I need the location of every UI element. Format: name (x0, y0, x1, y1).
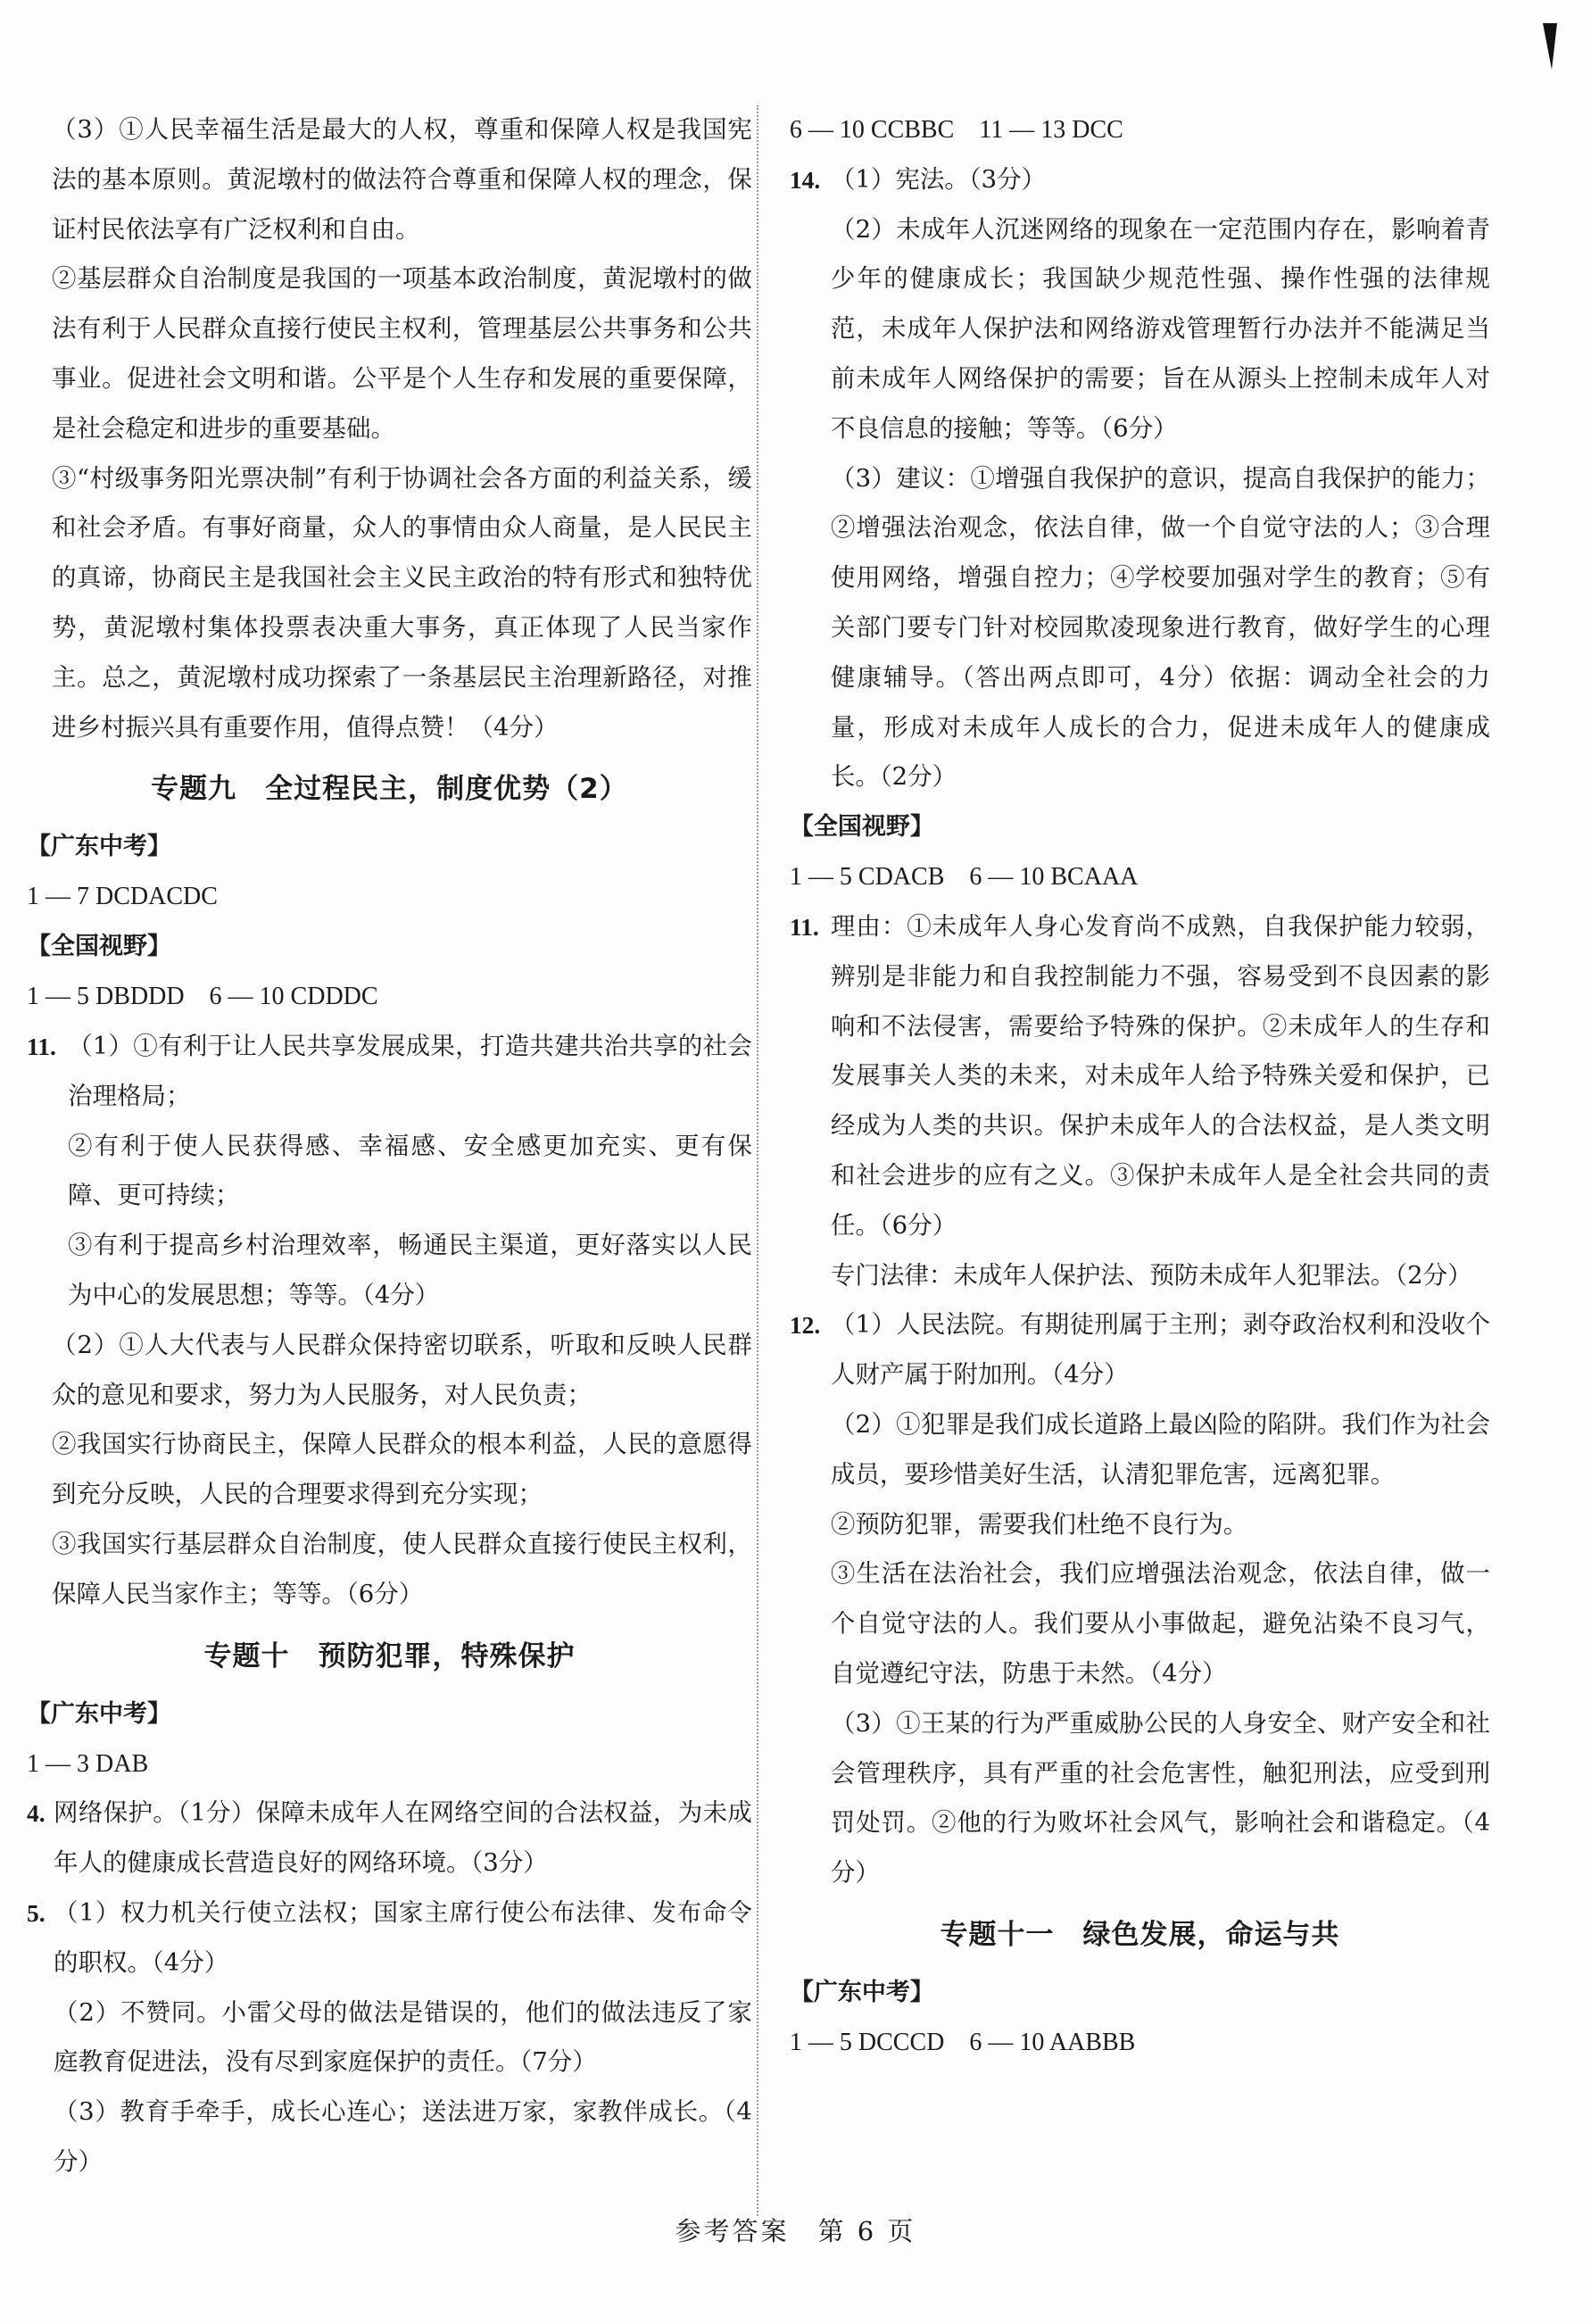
question-12 (790, 1300, 1490, 1898)
right-column (768, 105, 1490, 2212)
subsection-heading: 【广东中考】 (789, 1978, 934, 2006)
question-5 (27, 1888, 752, 2187)
question-number: 14. (789, 165, 821, 194)
choice-answers: 6 — 10 CCBBC 11 — 13 DCC (789, 116, 1123, 144)
answer-line: ③生活在法治社会，我们应增强法治观念，依法自律，做一个自觉守法的人。我们要从小事做起，避免沾染不良习气，自觉遵纪守法，防患于未然。（4分） (830, 1559, 1490, 1688)
choice-answers: 1 — 5 CDACB 6 — 10 BCAAA (789, 863, 1139, 892)
question-4 (27, 1789, 752, 1888)
paragraph: ③“村级事务阳光票决制”有利于协调社会各方面的利益关系，缓和社会矛盾。有事好商量，众人的事情由众人商量，是人民民主的真谛，协商民主是我国社会主义民主政治的特有形式和独特优势，黄泥墩村集体投票表决重大事务，真正体现了人民当家作主。总之，黄泥墩村成功探索了一条基层民主治理新路径，对推进乡村振兴具有重要作用，值得点赞！（4分） (52, 463, 752, 742)
answer-line: （1）人民法院。有期徒刑属于主刑；剥夺政治权利和没收个人财产属于附加刑。（4分） (830, 1310, 1490, 1390)
question-number: 11. (789, 912, 819, 941)
question-11 (27, 1022, 752, 1321)
answer-page (27, 105, 1490, 2212)
section-title: 专题十一 绿色发展，命运与共 (940, 1918, 1340, 1951)
corner-mark (1543, 23, 1557, 70)
answer-line: （2）①犯罪是我们成长道路上最凶险的陷阱。我们作为社会成员，要珍惜美好生活，认清犯罪危害，远离犯罪。 (830, 1409, 1490, 1489)
subsection-heading: 【广东中考】 (27, 833, 171, 861)
answer-line: （3）①王某的行为严重威胁公民的人身安全、财产安全和社会管理秩序，具有严重的社会危害性，触犯刑法，应受到刑罚处罚。②他的行为败坏社会风气，影响社会和谐稳定。（4分） (830, 1708, 1490, 1888)
answer-line: （1）宪法。（3分） (830, 164, 1047, 194)
left-column (27, 105, 768, 2212)
answer-line: （2）未成年人沉迷网络的现象在一定范围内存在，影响着青少年的健康成长；我国缺少规范性强、操作性强的法律规范，未成年人保护法和网络游戏管理暂行办法并不能满足当前未成年人网络保护的需要；旨在从源头上控制未成年人对不良信息的接触；等等。（6分） (830, 214, 1490, 443)
choice-answers: 1 — 5 DBDDD 6 — 10 CDDDC (27, 983, 378, 1011)
answer-line: ②预防犯罪，需要我们杜绝不良行为。 (830, 1509, 1248, 1539)
answer-line: （1）权力机关行使立法权；国家主席行使公布法律、发布命令的职权。（4分） (54, 1897, 752, 1977)
paragraph: ②基层群众自治制度是我国的一项基本政治制度，黄泥墩村的做法有利于人民群众直接行使民主权利，管理基层公共事务和公共事业。促进社会文明和谐。公平是个人生存和发展的重要保障，是社会稳定和进步的重要基础。 (52, 264, 752, 443)
question-11 (790, 902, 1490, 1300)
answer-line: 网络保护。（1分）保障未成年人在网络空间的合法权益，为未成年人的健康成长营造良好的网络环境。（3分） (54, 1798, 752, 1878)
question-number: 5. (27, 1898, 46, 1927)
question-number: 12. (789, 1311, 821, 1340)
subsection-heading: 【全国视野】 (789, 813, 934, 842)
paragraph: （3）①人民幸福生活是最大的人权，尊重和保障人权是我国宪法的基本原则。黄泥墩村的做法符合尊重和保障人权的理念，保证村民依法享有广泛权利和自由。 (52, 115, 752, 244)
answer-line: 理由：①未成年人身心发育尚不成熟，自我保护能力较弱，辨别是非能力和自我控制能力不强，容易受到不良因素的影响和不法侵害，需要给予特殊的保护。②未成年人的生存和发展事关人类的未来，对未成年人给予特殊关爱和保护，已经成为人类的共识。保护未成年人的合法权益，是人类文明和社会进步的应有之义。③保护未成年人是全社会共同的责任。（6分） (830, 911, 1490, 1240)
subsection-heading: 【全国视野】 (27, 933, 171, 961)
section-title: 专题九 全过程民主，制度优势（2） (151, 773, 628, 806)
choice-answers: 1 — 3 DAB (27, 1749, 149, 1778)
choice-answers: 1 — 5 DCCCD 6 — 10 AABBB (789, 2028, 1136, 2056)
question-number: 11. (27, 1032, 56, 1060)
answer-line: （3）建议：①增强自我保护的意识，提高自我保护的能力；②增强法治观念，依法自律，做一个自觉守法的人；③合理使用网络，增强自控力；④学校要加强对学生的教育；⑤有关部门要专门针对校园欺凌现象进行教育，做好学生的心理健康辅导。（答出两点即可，4分）依据：调动全社会的力量，形成对未成年人成长的合力，促进未成年人的健康成长。（2分） (830, 463, 1490, 792)
answer-line: ③有利于提高乡村治理效率，畅通民主渠道，更好落实以人民为中心的发展思想；等等。（4分） (68, 1231, 752, 1309)
answer-line: ③我国实行基层群众自治制度，使人民群众直接行使民主权利，保障人民当家作主；等等。（6分） (52, 1529, 752, 1608)
answer-line: 专门法律：未成年人保护法、预防未成年人犯罪法。（2分） (830, 1260, 1472, 1290)
choice-answers: 1 — 7 DCDACDC (27, 883, 218, 911)
page-footer: 参考答案 第 6 页 (675, 2216, 916, 2246)
subsection-heading: 【广东中考】 (27, 1699, 171, 1728)
answer-line: （3）教育手牵手，成长心连心；送法进万家，家教伴成长。（4分） (54, 2097, 752, 2176)
answer-line: （2）不赞同。小雷父母的做法是错误的，他们的做法违反了家庭教育促进法，没有尽到家庭保护的责任。（7分） (54, 1997, 752, 2077)
answer-line: ②我国实行协商民主，保障人民群众的根本利益，人民的意愿得到充分反映，人民的合理要求得到充分实现； (52, 1430, 752, 1509)
answer-line: （2）①人大代表与人民群众保持密切联系，听取和反映人民群众的意见和要求，努力为人民服务，对人民负责； (52, 1330, 752, 1409)
question-14 (790, 155, 1490, 802)
answer-line: （1）①有利于让人民共享发展成果，打造共建共治共享的社会治理格局； (68, 1031, 752, 1110)
section-title: 专题十 预防犯罪，特殊保护 (203, 1639, 576, 1672)
answer-line: ②有利于使人民获得感、幸福感、安全感更加充实、更有保障、更可持续； (68, 1131, 752, 1210)
question-number: 4. (27, 1799, 46, 1828)
